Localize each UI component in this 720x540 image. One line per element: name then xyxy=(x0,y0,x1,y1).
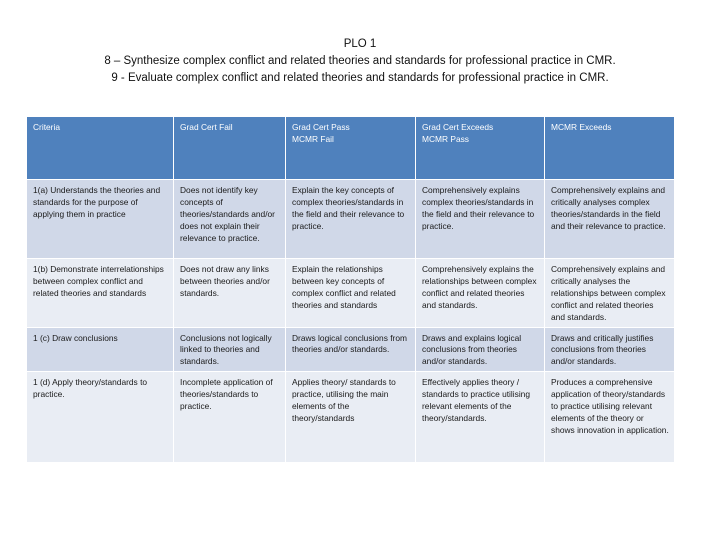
grad-cert-fail-cell: Conclusions not logically linked to theories and standards. xyxy=(174,327,286,372)
grad-cert-fail-cell: Does not identify key concepts of theories/standards and/or does not explain their relevance to practice. xyxy=(174,180,286,259)
header-mcmr-exceeds: MCMR Exceeds xyxy=(545,117,675,180)
grad-cert-fail-cell: Incomplete application of theories/standards to practice. xyxy=(174,372,286,463)
rubric-table xyxy=(26,116,675,463)
title-line-2: 8 – Synthesize complex conflict and related theories and standards for professional practice in CMR. xyxy=(104,55,616,67)
table-row xyxy=(27,372,675,463)
criteria-cell: 1 (d) Apply theory/standards to practice. xyxy=(27,372,174,463)
mcmr-exceeds-cell: Draws and critically justifies conclusions from theories and/or standards. xyxy=(545,327,675,372)
header-grad-cert-fail: Grad Cert Fail xyxy=(174,117,286,180)
title-line-3: 9 - Evaluate complex conflict and related theories and standards for professional practice in CMR. xyxy=(111,72,609,84)
grad-cert-pass-cell: Explain the relationships between key concepts of complex conflict and related theories and standards xyxy=(286,259,416,328)
grad-cert-exceeds-cell: Comprehensively explains complex theories/standards in the field and their relevance to practice. xyxy=(416,180,545,259)
grad-cert-exceeds-cell: Comprehensively explains the relationships between complex conflict and related theories and standards. xyxy=(416,259,545,328)
mcmr-exceeds-cell: Comprehensively explains and critically analyses the relationships between complex conflict and related theories and standards. xyxy=(545,259,675,328)
header-grad-cert-pass: Grad Cert Pass MCMR Fail xyxy=(286,117,416,180)
criteria-cell: 1(b) Demonstrate interrelationships between complex conflict and related theories and standards xyxy=(27,259,174,328)
table-row xyxy=(27,259,675,328)
grad-cert-fail-cell: Does not draw any links between theories and/or standards. xyxy=(174,259,286,328)
grad-cert-exceeds-cell: Draws and explains logical conclusions from theories and/or standards. xyxy=(416,327,545,372)
criteria-cell: 1 (c) Draw conclusions xyxy=(27,327,174,372)
header-criteria: Criteria xyxy=(27,117,174,180)
grad-cert-exceeds-cell: Effectively applies theory / standards to practice utilising relevant elements of the theory/standards. xyxy=(416,372,545,463)
table-row xyxy=(27,180,675,259)
grad-cert-pass-cell: Applies theory/ standards to practice, utilising the main elements of the theory/standards xyxy=(286,372,416,463)
title-line-1: PLO 1 xyxy=(343,38,377,50)
grad-cert-pass-cell: Explain the key concepts of complex theories/standards in the field and their relevance to practice. xyxy=(286,180,416,259)
mcmr-exceeds-cell: Comprehensively explains and critically analyses complex theories/standards in the field and their relevance to practice. xyxy=(545,180,675,259)
grad-cert-pass-cell: Draws logical conclusions from theories and/or standards. xyxy=(286,327,416,372)
table-row xyxy=(27,327,675,372)
mcmr-exceeds-cell: Produces a comprehensive application of theory/standards to practice utilising relevant elements of the theory or shows innovation in application. xyxy=(545,372,675,463)
slide-title xyxy=(0,36,720,87)
header-row xyxy=(27,117,675,180)
header-grad-cert-exceeds: Grad Cert Exceeds MCMR Pass xyxy=(416,117,545,180)
criteria-cell: 1(a) Understands the theories and standards for the purpose of applying them in practice xyxy=(27,180,174,259)
